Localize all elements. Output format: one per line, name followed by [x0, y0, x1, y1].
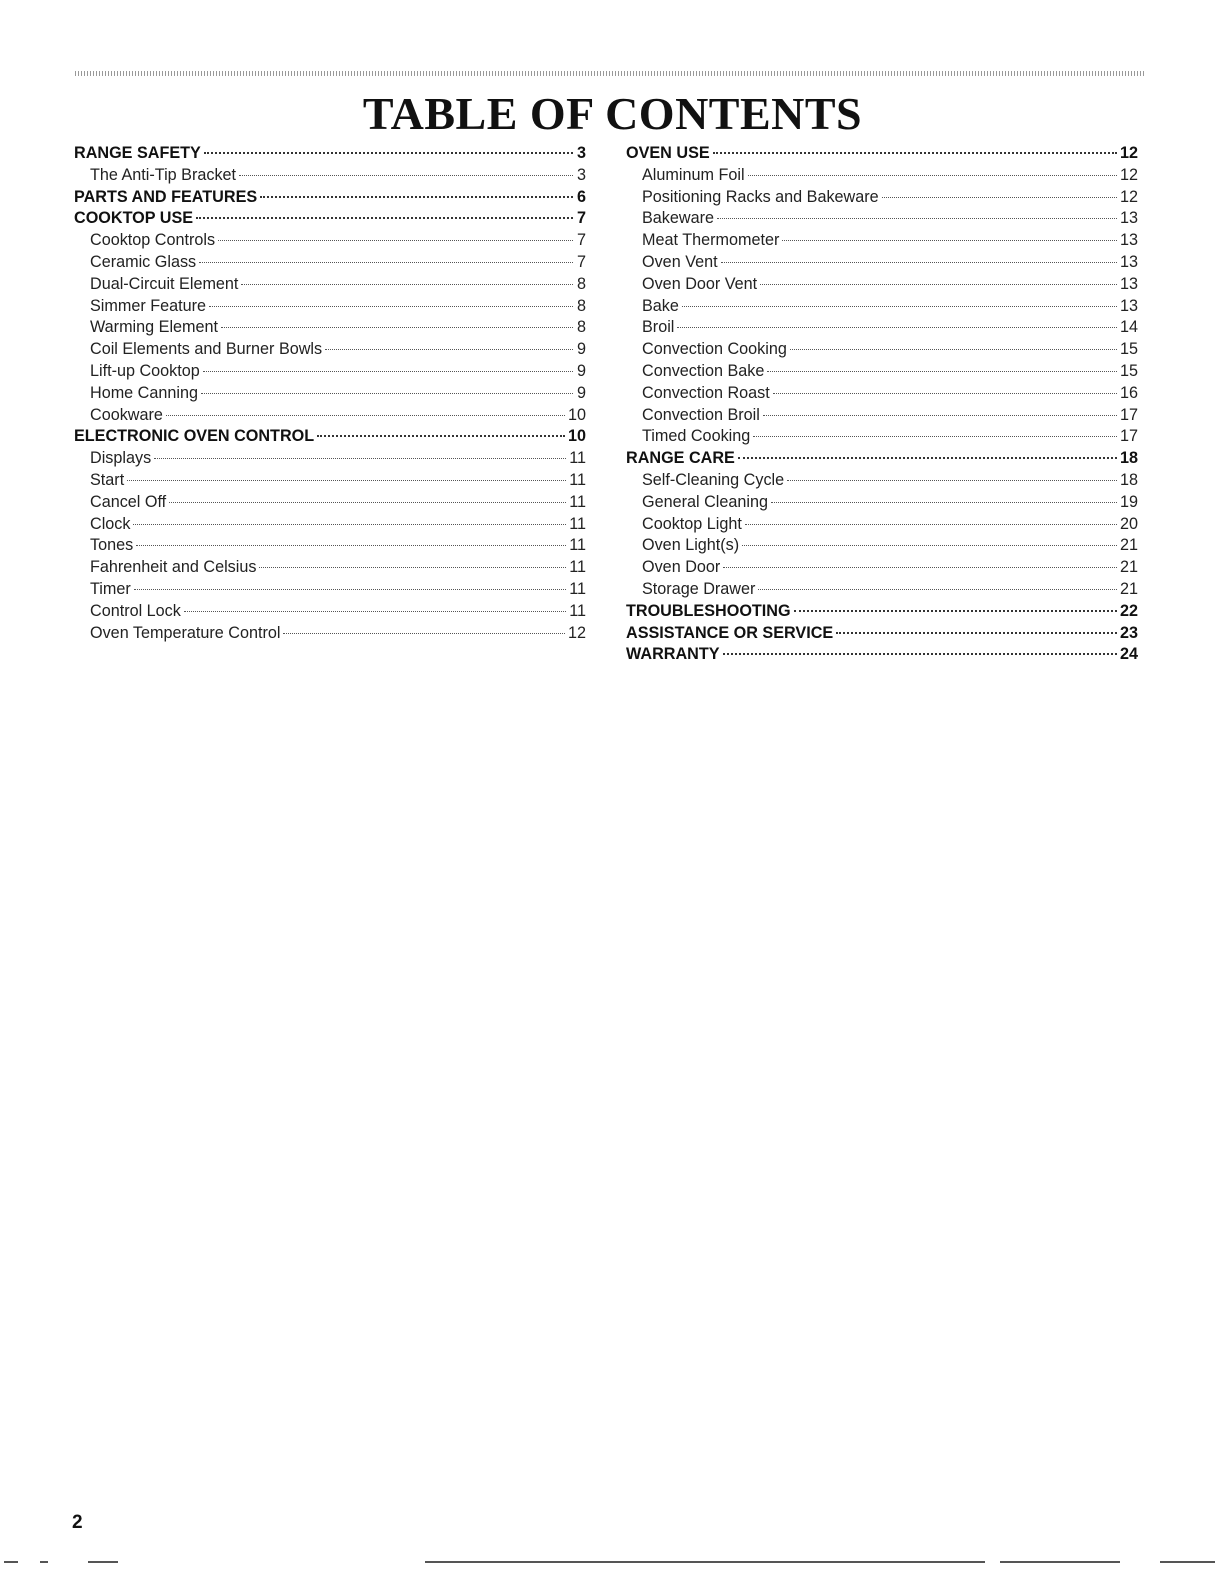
dot-leader [259, 567, 566, 568]
toc-entry-label: Cooktop Light [642, 514, 742, 533]
toc-entry-page: 9 [576, 340, 586, 359]
toc-entry-page: 11 [569, 470, 586, 489]
toc-entry-label: OVEN USE [626, 144, 710, 162]
dot-leader [209, 306, 573, 307]
dot-leader [196, 217, 573, 219]
toc-entry-label: Convection Roast [642, 383, 770, 402]
toc-entry-ceramic-glass[interactable] [74, 252, 586, 274]
dot-leader [127, 480, 566, 481]
toc-entry-label: ASSISTANCE OR SERVICE [626, 623, 834, 642]
toc-entry-fahrenheit-and-celsius[interactable] [74, 557, 586, 579]
dot-leader [836, 632, 1117, 634]
dot-leader [682, 306, 1117, 307]
dot-leader [221, 327, 573, 328]
dot-leader [760, 284, 1117, 285]
toc-entry-label: Timed Cooking [642, 427, 751, 446]
dot-leader [773, 393, 1117, 394]
toc-entry-label: Ceramic Glass [90, 252, 197, 271]
toc-entry-coil-elements-and-burner-bowls[interactable] [74, 339, 586, 361]
dot-leader [260, 196, 573, 198]
toc-entry-warranty[interactable] [626, 644, 1138, 666]
dot-leader [218, 240, 573, 241]
toc-entry-label: WARRANTY [626, 645, 720, 664]
toc-entry-label: TROUBLESHOOTING [626, 601, 791, 620]
toc-entry-page: 9 [576, 361, 586, 380]
dot-leader [787, 480, 1117, 481]
toc-entry-label: Oven Temperature Control [90, 623, 281, 642]
toc-entry-page: 3 [576, 165, 586, 184]
toc-entry-cooktop-use[interactable] [74, 208, 586, 230]
toc-entry-cooktop-light[interactable] [626, 514, 1138, 536]
dot-leader [763, 415, 1117, 416]
toc-entry-label: General Cleaning [642, 492, 768, 511]
toc-entry-meat-thermometer[interactable] [626, 230, 1138, 252]
toc-entry-label: Storage Drawer [642, 579, 756, 598]
toc-entry-clock[interactable] [74, 514, 586, 536]
toc-entry-label: Oven Door Vent [642, 274, 758, 293]
toc-entry-page: 12 [1119, 144, 1138, 162]
toc-entry-cookware[interactable] [74, 405, 586, 427]
toc-entry-page: 11 [569, 449, 586, 468]
toc-entry-simmer-feature[interactable] [74, 296, 586, 318]
toc-entry-label: Bakeware [642, 209, 714, 228]
toc-entry-self-cleaning-cycle[interactable] [626, 470, 1138, 492]
toc-entry-page: 15 [1119, 361, 1138, 380]
toc-entry-page: 8 [576, 296, 586, 315]
dot-leader [790, 349, 1117, 350]
dot-leader [745, 524, 1117, 525]
toc-entry-home-canning[interactable] [74, 383, 586, 405]
dot-leader [283, 633, 565, 634]
toc-entry-positioning-racks-and-bakeware[interactable] [626, 187, 1138, 209]
toc-entry-page: 13 [1119, 252, 1138, 271]
toc-entry-page: 10 [567, 427, 586, 446]
toc-entry-page: 3 [576, 144, 586, 162]
toc-entry-page: 15 [1119, 340, 1138, 359]
toc-entry-label: Simmer Feature [90, 296, 207, 315]
toc-entry-page: 7 [576, 252, 586, 271]
dot-leader [133, 524, 566, 525]
toc-entry-storage-drawer[interactable] [626, 579, 1138, 601]
toc-entry-label: Convection Bake [642, 361, 765, 380]
dot-leader [317, 435, 565, 437]
toc-entry-label: Clock [90, 514, 131, 533]
toc-entry-label: ELECTRONIC OVEN CONTROL [74, 427, 315, 446]
dot-leader [767, 371, 1117, 372]
toc-entry-page: 11 [569, 536, 586, 555]
toc-entry-page: 7 [576, 209, 586, 228]
toc-entry-tones[interactable] [74, 535, 586, 557]
dot-leader [882, 197, 1117, 198]
toc-entry-page: 13 [1119, 231, 1138, 250]
toc-entry-oven-vent[interactable] [626, 252, 1138, 274]
toc-entry-page: 11 [569, 579, 586, 598]
toc-entry-timed-cooking[interactable] [626, 426, 1138, 448]
toc-entry-label: COOKTOP USE [74, 209, 194, 228]
toc-entry-label: Tones [90, 536, 134, 555]
toc-entry-page: 21 [1119, 579, 1138, 598]
toc-entry-electronic-oven-control[interactable] [74, 426, 586, 448]
toc-entry-label: Home Canning [90, 383, 198, 402]
toc-entry-page: 19 [1119, 492, 1138, 511]
toc-entry-page: 11 [569, 514, 586, 533]
toc-entry-cooktop-controls[interactable] [74, 230, 586, 252]
toc-entry-convection-bake[interactable] [626, 361, 1138, 383]
toc-entry-control-lock[interactable] [74, 601, 586, 623]
toc-entry-assistance-or-service[interactable] [626, 623, 1138, 645]
page-number: 2 [72, 1512, 83, 1533]
toc-entry-label: Bake [642, 296, 679, 315]
toc-entry-label: Warming Element [90, 318, 219, 337]
toc-entry-label: The Anti-Tip Bracket [90, 165, 237, 184]
dot-leader [169, 502, 566, 503]
toc-entry-page: 21 [1119, 558, 1138, 577]
toc-entry-range-safety[interactable] [74, 143, 586, 165]
toc-entry-start[interactable] [74, 470, 586, 492]
toc-entry-label: RANGE CARE [626, 449, 735, 468]
toc-entry-page: 11 [569, 492, 586, 511]
toc-entry-label: Coil Elements and Burner Bowls [90, 340, 323, 359]
toc-entry-page: 17 [1119, 427, 1138, 446]
toc-entry-convection-broil[interactable] [626, 405, 1138, 427]
dot-leader [723, 567, 1117, 568]
toc-entry-page: 12 [1119, 165, 1138, 184]
toc-entry-oven-use[interactable] [626, 143, 1138, 165]
toc-entry-displays[interactable] [74, 448, 586, 470]
toc-entry-page: 12 [1119, 187, 1138, 206]
toc-entry-label: Oven Vent [642, 252, 718, 271]
toc-entry-page: 18 [1119, 470, 1138, 489]
toc-entry-the-anti-tip-bracket[interactable] [74, 165, 586, 187]
toc-entry-page: 16 [1119, 383, 1138, 402]
toc-entry-page: 14 [1119, 318, 1138, 337]
toc-entry-label: Lift-up Cooktop [90, 361, 200, 380]
toc-entry-label: Self-Cleaning Cycle [642, 470, 785, 489]
dot-leader [677, 327, 1117, 328]
toc-entry-general-cleaning[interactable] [626, 492, 1138, 514]
dot-leader [166, 415, 565, 416]
page-title: TABLE OF CONTENTS [362, 88, 863, 139]
dot-leader [717, 218, 1117, 219]
toc-entry-page: 24 [1119, 645, 1138, 664]
toc-entry-oven-door-vent[interactable] [626, 274, 1138, 296]
dot-leader [721, 262, 1117, 263]
toc-entry-page: 8 [576, 318, 586, 337]
toc-entry-page: 11 [569, 601, 586, 620]
toc-entry-convection-roast[interactable] [626, 383, 1138, 405]
toc-entry-page: 23 [1119, 623, 1138, 642]
toc-entry-dual-circuit-element[interactable] [74, 274, 586, 296]
dot-leader [753, 436, 1117, 437]
toc-entry-label: RANGE SAFETY [74, 144, 201, 162]
dot-leader [203, 371, 573, 372]
toc-entry-oven-door[interactable] [626, 557, 1138, 579]
toc-entry-label: Meat Thermometer [642, 231, 780, 250]
toc-entry-label: Oven Light(s) [642, 536, 740, 555]
toc-entry-cancel-off[interactable] [74, 492, 586, 514]
dot-leader [742, 545, 1117, 546]
dot-leader [325, 349, 573, 350]
dot-leader [748, 175, 1117, 176]
toc-entry-page: 10 [567, 405, 586, 424]
toc-entry-page: 17 [1119, 405, 1138, 424]
toc-entry-page: 21 [1119, 536, 1138, 555]
toc-entry-label: Convection Broil [642, 405, 760, 424]
toc-entry-broil[interactable] [626, 317, 1138, 339]
dot-leader [758, 589, 1117, 590]
toc-entry-label: PARTS AND FEATURES [74, 187, 258, 206]
dot-leader [794, 610, 1117, 612]
toc-entry-page: 9 [576, 383, 586, 402]
dot-leader [154, 458, 566, 459]
toc-entry-label: Aluminum Foil [642, 165, 745, 184]
dot-leader [241, 284, 573, 285]
toc-entry-page: 13 [1119, 296, 1138, 315]
dot-leader [738, 457, 1117, 459]
toc-entry-oven-light-s[interactable] [626, 535, 1138, 557]
toc-entry-label: Positioning Racks and Bakeware [642, 187, 879, 206]
toc-right-column [626, 143, 1138, 666]
toc-entry-troubleshooting[interactable] [626, 601, 1138, 623]
toc-entry-page: 7 [576, 231, 586, 250]
toc-entry-label: Cancel Off [90, 492, 167, 511]
scan-edge-marks [0, 1561, 1225, 1567]
header-rule [75, 71, 1146, 76]
toc-entry-bake[interactable] [626, 296, 1138, 318]
toc-entry-page: 13 [1119, 274, 1138, 293]
toc-entry-lift-up-cooktop[interactable] [74, 361, 586, 383]
toc-entry-range-care[interactable] [626, 448, 1138, 470]
toc-entry-page: 20 [1119, 514, 1138, 533]
toc-entry-label: Cooktop Controls [90, 231, 216, 250]
dot-leader [199, 262, 573, 263]
toc-entry-page: 22 [1119, 601, 1138, 620]
toc-entry-page: 8 [576, 274, 586, 293]
toc-entry-label: Control Lock [90, 601, 181, 620]
toc-entry-label: Convection Cooking [642, 340, 787, 359]
toc-entry-label: Displays [90, 449, 152, 468]
toc-entry-page: 11 [569, 558, 586, 577]
dot-leader [713, 152, 1117, 154]
dot-leader [239, 175, 573, 176]
toc-entry-page: 12 [567, 623, 586, 642]
toc-entry-label: Timer [90, 579, 131, 598]
toc-entry-label: Broil [642, 318, 675, 337]
toc-entry-warming-element[interactable] [74, 317, 586, 339]
dot-leader [201, 393, 573, 394]
toc-entry-oven-temperature-control[interactable] [74, 623, 586, 645]
dot-leader [204, 152, 573, 154]
dot-leader [136, 545, 566, 546]
dot-leader [782, 240, 1117, 241]
toc-entry-label: Start [90, 470, 125, 489]
toc-entry-label: Cookware [90, 405, 163, 424]
toc-entry-label: Oven Door [642, 558, 721, 577]
toc-entry-label: Fahrenheit and Celsius [90, 558, 257, 577]
toc-entry-page: 18 [1119, 449, 1138, 468]
toc-left-column [74, 143, 586, 644]
toc-entry-bakeware[interactable] [626, 208, 1138, 230]
toc-entry-page: 6 [576, 187, 586, 206]
toc-entry-aluminum-foil[interactable] [626, 165, 1138, 187]
toc-entry-convection-cooking[interactable] [626, 339, 1138, 361]
dot-leader [723, 653, 1117, 655]
toc-entry-page: 13 [1119, 209, 1138, 228]
toc-entry-timer[interactable] [74, 579, 586, 601]
toc-entry-label: Dual-Circuit Element [90, 274, 239, 293]
toc-entry-parts-and-features[interactable] [74, 187, 586, 209]
dot-leader [771, 502, 1117, 503]
dot-leader [184, 611, 566, 612]
dot-leader [134, 589, 566, 590]
